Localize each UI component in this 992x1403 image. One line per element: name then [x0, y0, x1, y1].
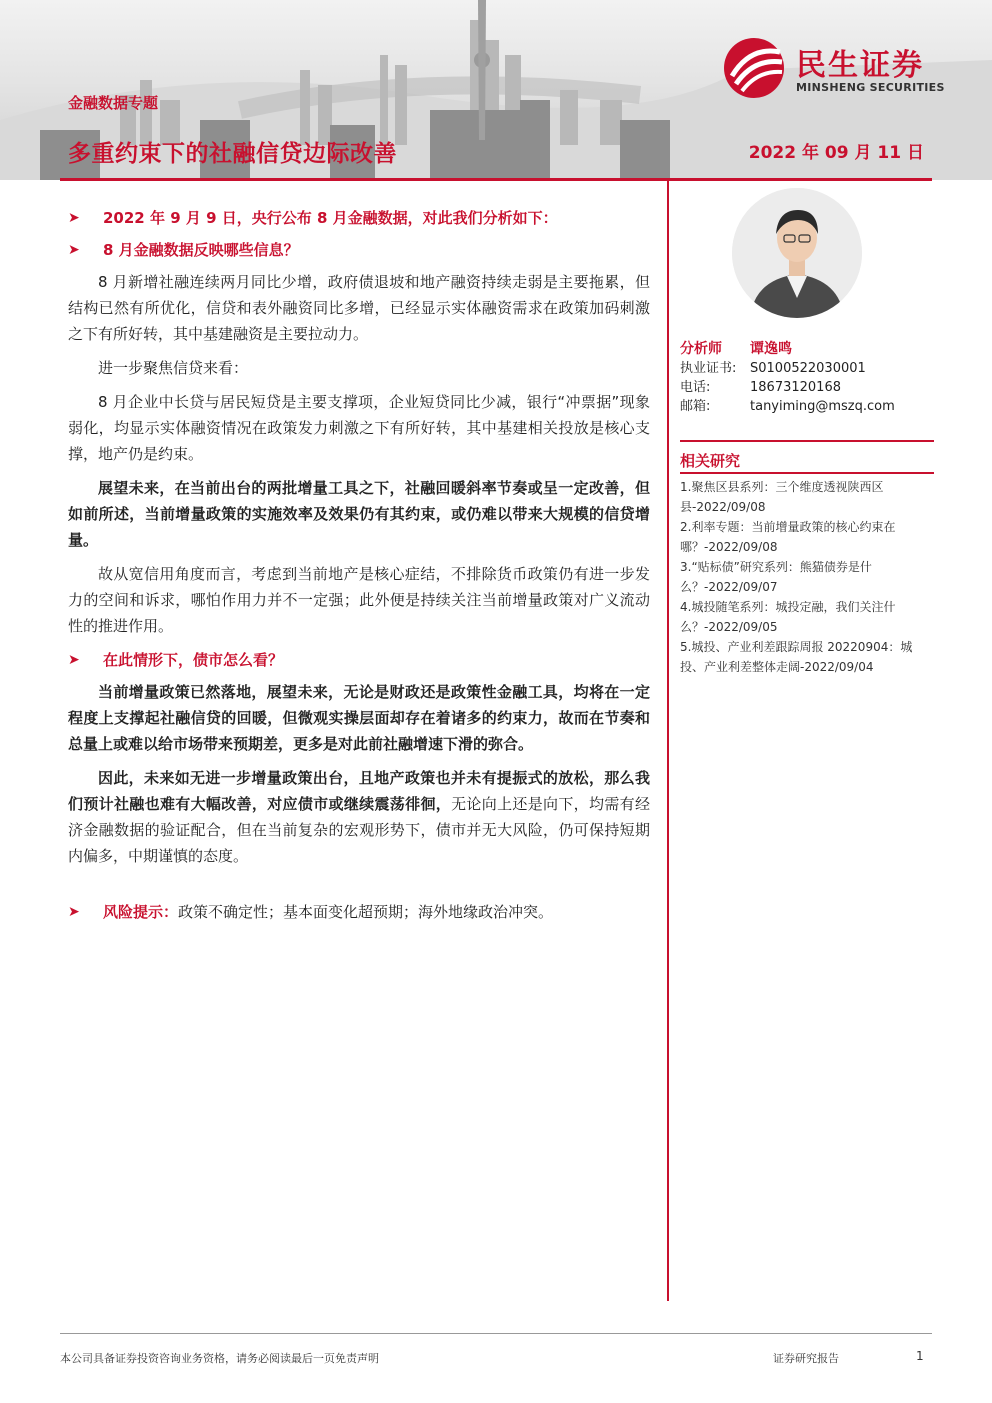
analyst-name: 谭逸鸣 — [750, 341, 792, 357]
phone-label: 电话: — [680, 380, 711, 395]
logo-text-en: MINSHENG SECURITIES — [796, 81, 945, 94]
footer-disclaimer: 本公司具备证券投资咨询业务资格，请务必阅读最后一页免责声明 — [60, 1352, 379, 1365]
paragraph: 故从宽信用角度而言，考虑到当前地产是核心症结，不排除货币政策仍有进一步发力的空间和诉求，哪怕作用力并不一定强；此外便是持续关注当前增量政策对广义流动性的推进作用。 — [68, 565, 650, 635]
analyst-photo — [732, 188, 862, 318]
bullet-risk — [68, 899, 650, 925]
minsheng-logo-icon — [720, 36, 790, 100]
risk-text: 政策不确定性；基本面变化超预期；海外地缘政治冲突。 — [178, 903, 554, 921]
bullet-section-1 — [68, 237, 650, 263]
analyst-phone-row — [680, 378, 932, 397]
related-item[interactable]: 1.聚焦区县系列：三个维度透视陕西区县-2022/09/08 — [680, 480, 884, 514]
paragraph-bold: 展望未来，在当前出台的两批增量工具之下，社融回暖斜率节奏或呈一定改善，但如前所述，当前增量政策的实施效率及效果仍有其约束，或仍难以带来大规模的信贷增量。 — [68, 479, 650, 549]
arrow-bullet-icon: ➤ — [68, 904, 80, 920]
report-title: 多重约束下的社融信贷边际改善 — [68, 141, 397, 167]
analyst-cert-row — [680, 359, 932, 378]
main-content — [68, 205, 650, 931]
related-research-title: 相关研究 — [680, 452, 741, 470]
email-label: 邮箱: — [680, 399, 711, 414]
related-research-list — [680, 477, 932, 677]
related-item[interactable]: 3.“贴标债”研究系列：熊猫债券是什么？-2022/09/07 — [680, 560, 872, 594]
paragraph-rest-part: 无论向上还是向下，均需有经济金融数据的验证配合，但在当前复杂的宏观形势下，债市并无大风险，仍可保持短期内偏多，中期谨慎的态度。 — [68, 795, 650, 865]
phone-value: 18673120168 — [750, 380, 841, 395]
doc-type-label: 金融数据专题 — [68, 94, 159, 112]
analyst-role-label: 分析师 — [680, 341, 722, 357]
cert-label: 执业证书: — [680, 361, 737, 376]
related-item[interactable]: 4.城投随笔系列：城投定融，我们关注什么？-2022/09/05 — [680, 600, 896, 634]
header-divider — [60, 178, 932, 181]
paragraph: 8 月企业中长贷与居民短贷是主要支撑项，企业短贷同比少减，银行“冲票据”现象弱化，均显示实体融资情况在政策发力刺激之下有所好转，其中基建相关投放是核心支撑，地产仍是约束。 — [68, 393, 650, 463]
email-value[interactable]: tanyiming@mszq.com — [750, 399, 895, 414]
column-divider — [667, 181, 669, 1301]
paragraph: 8 月新增社融连续两月同比少增，政府债退坡和地产融资持续走弱是主要拖累，但结构已然有所优化，信贷和表外融资同比多增，已经显示实体融资需求在政策加码刺激之下有所好转，其中基建融资是主要拉动力。 — [68, 273, 650, 343]
sidebar-divider — [680, 472, 934, 474]
footer-report-type: 证券研究报告 — [773, 1352, 839, 1365]
bullet-intro — [68, 205, 650, 231]
arrow-bullet-icon: ➤ — [68, 210, 80, 226]
bullet-text: 8 月金融数据反映哪些信息？ — [103, 241, 299, 259]
paragraph-bold-part: 因此，未来如无进一步增量政策出台，且地产政策也并未有提振式的放松，那么我们预计社融也难有大幅改善，对应债市或继续震荡徘徊， — [68, 769, 650, 813]
analyst-portrait-image — [732, 188, 862, 318]
company-logo — [720, 36, 965, 100]
risk-label: 风险提示： — [103, 903, 179, 921]
arrow-bullet-icon: ➤ — [68, 242, 80, 258]
report-date: 2022 年 09 月 11 日 — [748, 143, 924, 163]
arrow-bullet-icon: ➤ — [68, 652, 80, 668]
sidebar-divider — [680, 440, 934, 442]
cert-value: S0100522030001 — [750, 361, 866, 376]
analyst-info — [680, 340, 932, 416]
analyst-name-row — [680, 340, 932, 359]
related-item[interactable]: 5.城投、产业利差跟踪周报 20220904：城投、产业利差整体走阔-2022/09/04 — [680, 640, 913, 674]
paragraph: 进一步聚焦信贷来看： — [98, 359, 249, 377]
paragraph-bold: 当前增量政策已然落地，展望未来，无论是财政还是政策性金融工具，均将在一定程度上支撑起社融信贷的回暖，但微观实操层面却存在着诸多的约束力，故而在节奏和总量上或难以给市场带来预期差，更多是对此前社融增速下滑的弥合。 — [68, 683, 650, 753]
page-number: 1 — [916, 1349, 924, 1363]
related-item[interactable]: 2.利率专题：当前增量政策的核心约束在哪？-2022/09/08 — [680, 520, 896, 554]
paragraph-mixed — [68, 765, 650, 869]
analyst-email-row — [680, 397, 932, 416]
bullet-section-2 — [68, 647, 650, 673]
logo-text-cn: 民生证券 — [796, 48, 924, 83]
footer-divider — [60, 1333, 932, 1334]
bullet-text: 2022 年 9 月 9 日，央行公布 8 月金融数据，对此我们分析如下： — [103, 209, 558, 227]
bullet-text: 在此情形下，债市怎么看？ — [103, 651, 284, 669]
